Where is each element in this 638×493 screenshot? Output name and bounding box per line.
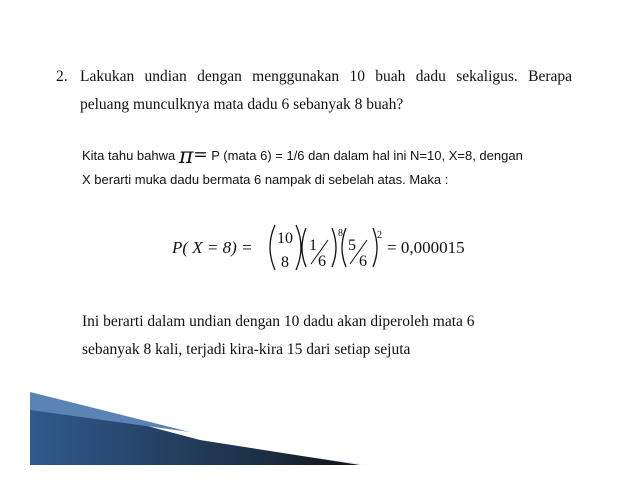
binom-bottom: 8	[281, 254, 289, 271]
formula-lhs: P( X = 8) =	[172, 238, 253, 257]
frac2-denominator: 6	[359, 253, 367, 270]
frac1-exponent: 8	[338, 228, 343, 239]
frac2-numerator: 5	[348, 237, 356, 254]
pi-symbol: π	[178, 144, 194, 169]
frac1-numerator: 1	[309, 237, 317, 254]
conclusion-line-2: sebanyak 8 kali, terjadi kira-kira 15 dari setiap sejuta	[82, 341, 411, 358]
setup-text-after: P (mata 6) = 1/6 dan dalam hal ini N=10, X=8, dengan	[211, 148, 523, 163]
formula-result: = 0,000015	[387, 238, 465, 257]
question-number: 2.	[56, 68, 68, 85]
question-line-2: peluang munculknya mata dadu 6 sebanyak 8 buah?	[80, 96, 404, 113]
conclusion-line-1: Ini berarti dalam undian dengan 10 dadu akan diperoleh mata 6	[82, 313, 475, 330]
binom-top: 10	[277, 230, 293, 247]
frac1-denominator: 6	[318, 253, 326, 270]
pi-equals-symbol: =	[193, 145, 208, 165]
setup-text-before: Kita tahu bahwa	[82, 148, 176, 163]
setup-line-2: X berarti muka dadu bermata 6 nampak di sebelah atas. Maka :	[82, 172, 449, 187]
frac2-exponent: 2	[377, 230, 382, 241]
question-text-1: Lakukan undian dengan menggunakan 10 buah dadu sekaligus. Berapa	[80, 68, 572, 85]
